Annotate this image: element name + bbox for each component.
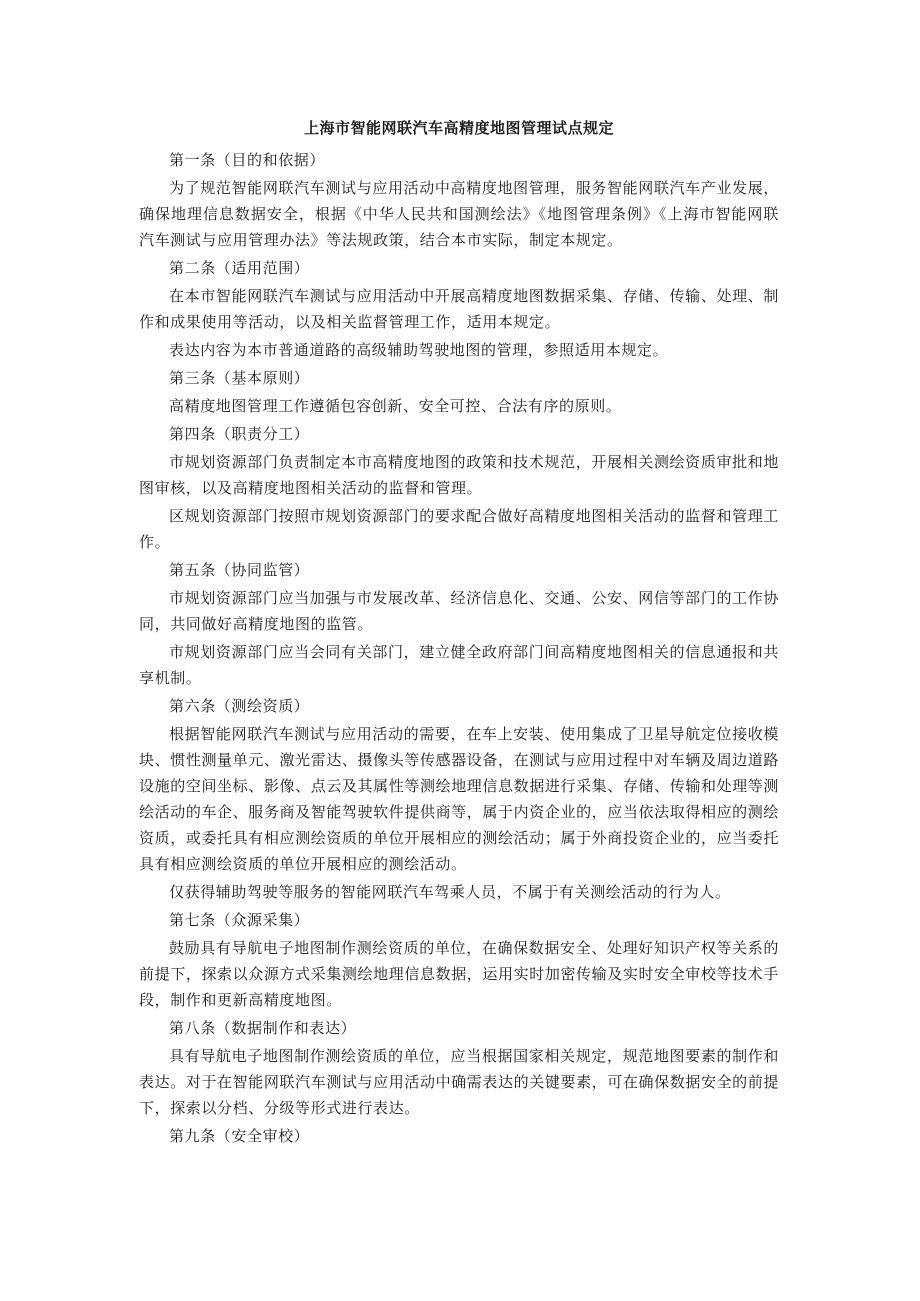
article-7-paragraph: 鼓励具有导航电子地图制作测绘资质的单位，在确保数据安全、处理好知识产权等关系的前提下，探索以众源方式采集测绘地理信息数据，运用实时加密传输及实时安全审校等技术手段，制作和更新高精度地图。 — [139, 939, 779, 1009]
article-8-paragraph: 具有导航电子地图制作测绘资质的单位，应当根据国家相关规定，规范地图要素的制作和表达。对于在智能网联汽车测试与应用活动中确需表达的关键要素，可在确保数据安全的前提下，探索以分档、分级等形式进行表达。 — [139, 1047, 779, 1117]
article-2-paragraph-1: 在本市智能网联汽车测试与应用活动中开展高精度地图数据采集、存储、传输、处理、制作和成果使用等活动，以及相关监督管理工作，适用本规定。 — [139, 287, 779, 331]
article-6-heading: 第六条（测绘资质） — [169, 697, 310, 715]
article-1-paragraph: 为了规范智能网联汽车测试与应用活动中高精度地图管理，服务智能网联汽车产业发展，确保地理信息数据安全，根据《中华人民共和国测绘法》《地图管理条例》《上海市智能网联汽车测试与应用管理办法》等法规政策，结合本市实际，制定本规定。 — [139, 179, 779, 249]
article-6-paragraph-1: 根据智能网联汽车测试与应用活动的需要，在车上安装、使用集成了卫星导航定位接收模块、惯性测量单元、激光雷达、摄像头等传感器设备，在测试与应用过程中对车辆及周边道路设施的空间坐标、影像、点云及其属性等测绘地理信息数据进行采集、存储、传输和处理等测绘活动的车企、服务商及智能驾驶软件提供商等，属于内资企业的，应当依法取得相应的测绘资质，或委托具有相应测绘资质的单位开展相应的测绘活动；属于外商投资企业的，应当委托具有相应测绘资质的单位开展相应的测绘活动。 — [139, 725, 779, 873]
article-2-paragraph-2: 表达内容为本市普通道路的高级辅助驾驶地图的管理，参照适用本规定。 — [169, 341, 669, 359]
article-5-paragraph-1: 市规划资源部门应当加强与市发展改革、经济信息化、交通、公安、网信等部门的工作协同，共同做好高精度地图的监管。 — [139, 589, 779, 633]
article-3-heading: 第三条（基本原则） — [169, 369, 310, 387]
article-1-heading: 第一条（目的和依据） — [169, 151, 326, 169]
article-3-paragraph: 高精度地图管理工作遵循包容创新、安全可控、合法有序的原则。 — [169, 397, 622, 415]
document-title: 上海市智能网联汽车高精度地图管理试点规定 — [303, 119, 614, 137]
article-5-paragraph-2: 市规划资源部门应当会同有关部门，建立健全政府部门间高精度地图相关的信息通报和共享机制。 — [139, 643, 779, 687]
article-9-heading: 第九条（安全审校） — [169, 1127, 310, 1145]
article-5-heading: 第五条（协同监管） — [169, 561, 310, 579]
article-4-paragraph-2: 区规划资源部门按照市规划资源部门的要求配合做好高精度地图相关活动的监督和管理工作。 — [139, 507, 779, 551]
article-6-paragraph-2: 仅获得辅助驾驶等服务的智能网联汽车驾乘人员，不属于有关测绘活动的行为人。 — [169, 883, 731, 901]
article-7-heading: 第七条（众源采集） — [169, 911, 310, 929]
article-4-heading: 第四条（职责分工） — [169, 425, 310, 443]
article-4-paragraph-1: 市规划资源部门负责制定本市高精度地图的政策和技术规范，开展相关测绘资质审批和地图审核，以及高精度地图相关活动的监督和管理。 — [139, 453, 779, 497]
article-8-heading: 第八条（数据制作和表达） — [169, 1019, 357, 1037]
article-2-heading: 第二条（适用范围） — [169, 259, 310, 277]
document-page — [139, 113, 779, 1151]
